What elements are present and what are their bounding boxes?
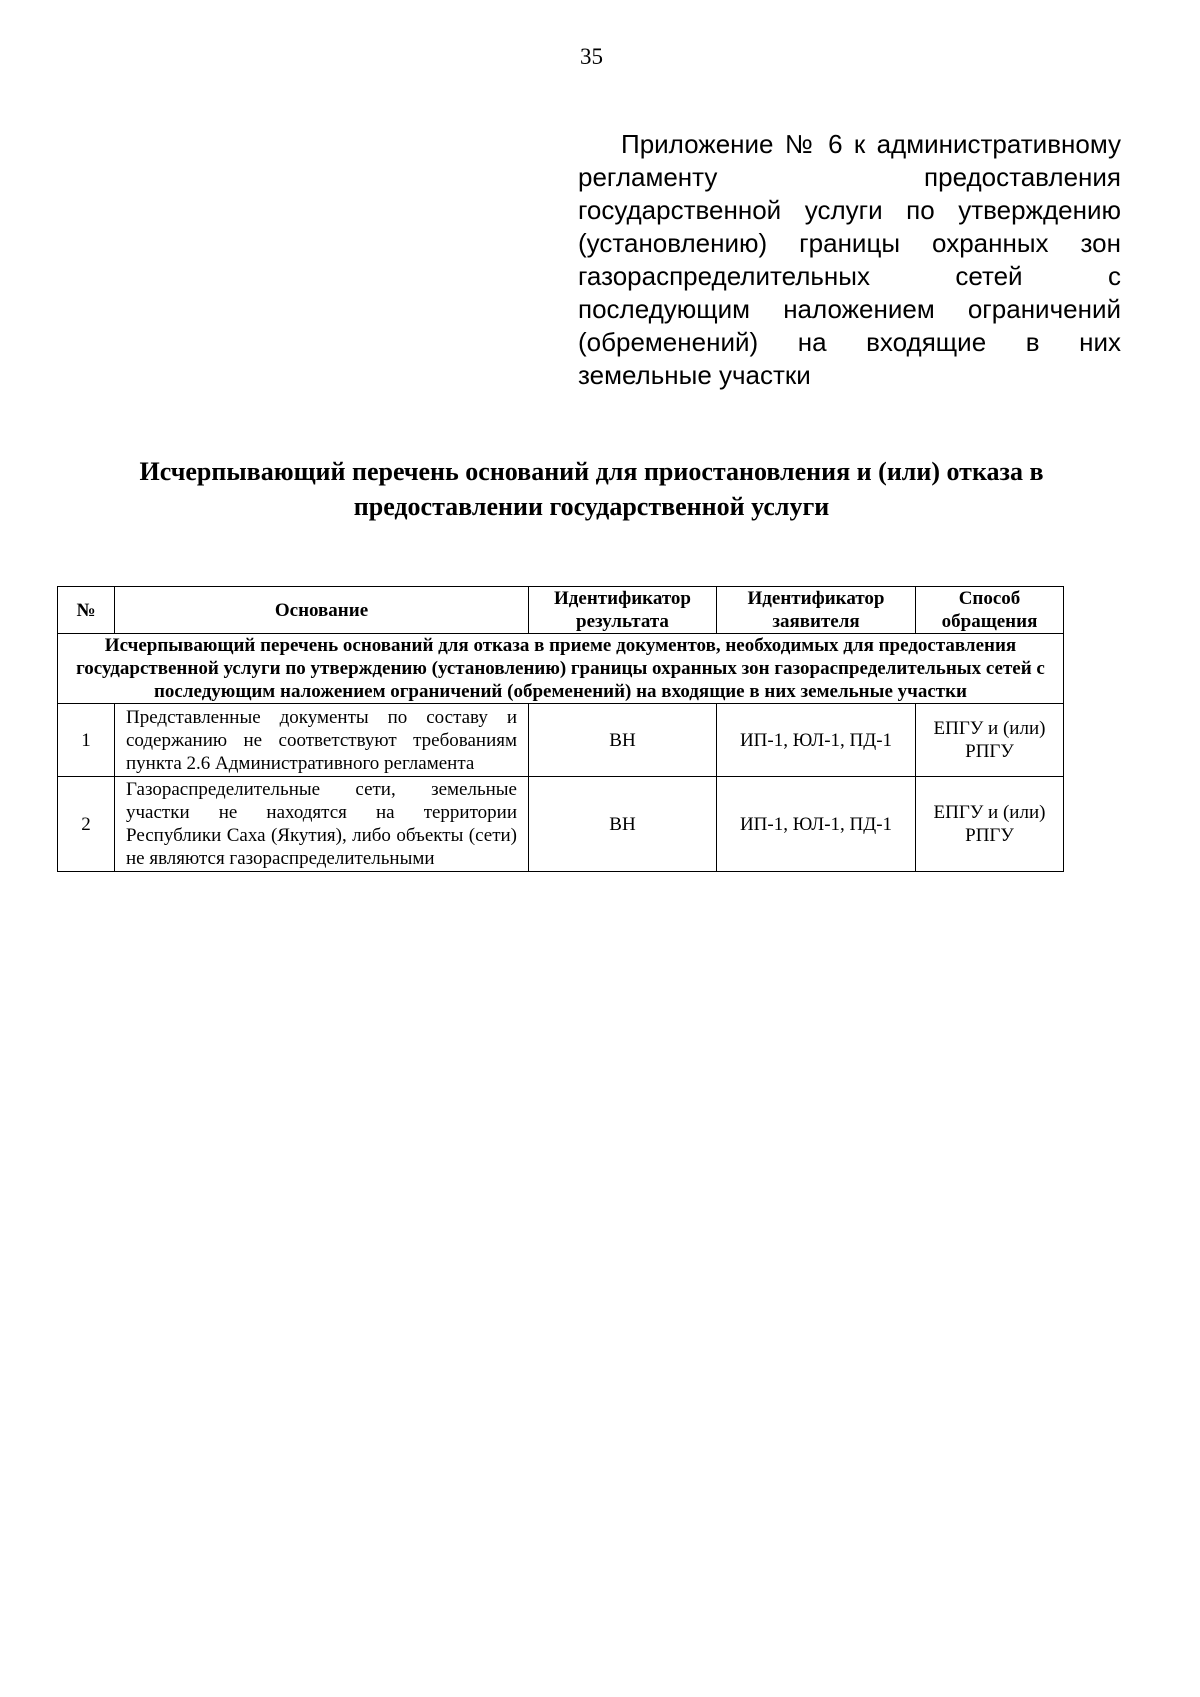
grounds-table [57, 586, 1064, 872]
table-row [58, 704, 1064, 777]
row-number: 2 [58, 777, 115, 872]
document-title: Исчерпывающий перечень оснований для приостановления и (или) отказа в предоставлении государственной услуги [139, 457, 1044, 521]
row-method: ЕПГУ и (или) РПГУ [916, 704, 1064, 777]
header-number: № [58, 587, 115, 634]
section-heading: Исчерпывающий перечень оснований для отказа в приеме документов, необходимых для предоставления государственной услуги по утверждению (установлению) границы охранных зон газораспределительных сетей с последующим наложением ограничений (обременений) на входящие в них земельные участки [58, 634, 1064, 704]
page-number: 35 [580, 44, 603, 69]
row-applicant-id: ИП-1, ЮЛ-1, ПД-1 [717, 777, 916, 872]
row-result-id: ВН [529, 704, 717, 777]
table-header-row [58, 587, 1064, 634]
row-number: 1 [58, 704, 115, 777]
table-row [58, 777, 1064, 872]
row-reason: Газораспределительные сети, земельные участки не находятся на территории Республики Саха (Якутия), либо объекты (сети) не являются газораспределительными [115, 777, 529, 872]
header-applicant-id: Идентификатор заявителя [717, 587, 916, 634]
appendix-note: Приложение № 6 к административному регламенту предоставления государственной услуги по утверждению (установлению) границы охранных зон газораспределительных сетей с последующим наложением ограничений (обременений) на входящие в них земельные участки [578, 129, 1121, 390]
header-method: Способ обращения [916, 587, 1064, 634]
header-result-id: Идентификатор результата [529, 587, 717, 634]
row-result-id: ВН [529, 777, 717, 872]
header-reason: Основание [115, 587, 529, 634]
row-reason: Представленные документы по составу и содержанию не соответствуют требованиям пункта 2.6 Административного регламента [115, 704, 529, 777]
row-applicant-id: ИП-1, ЮЛ-1, ПД-1 [717, 704, 916, 777]
section-heading-row [58, 634, 1064, 704]
row-method: ЕПГУ и (или) РПГУ [916, 777, 1064, 872]
